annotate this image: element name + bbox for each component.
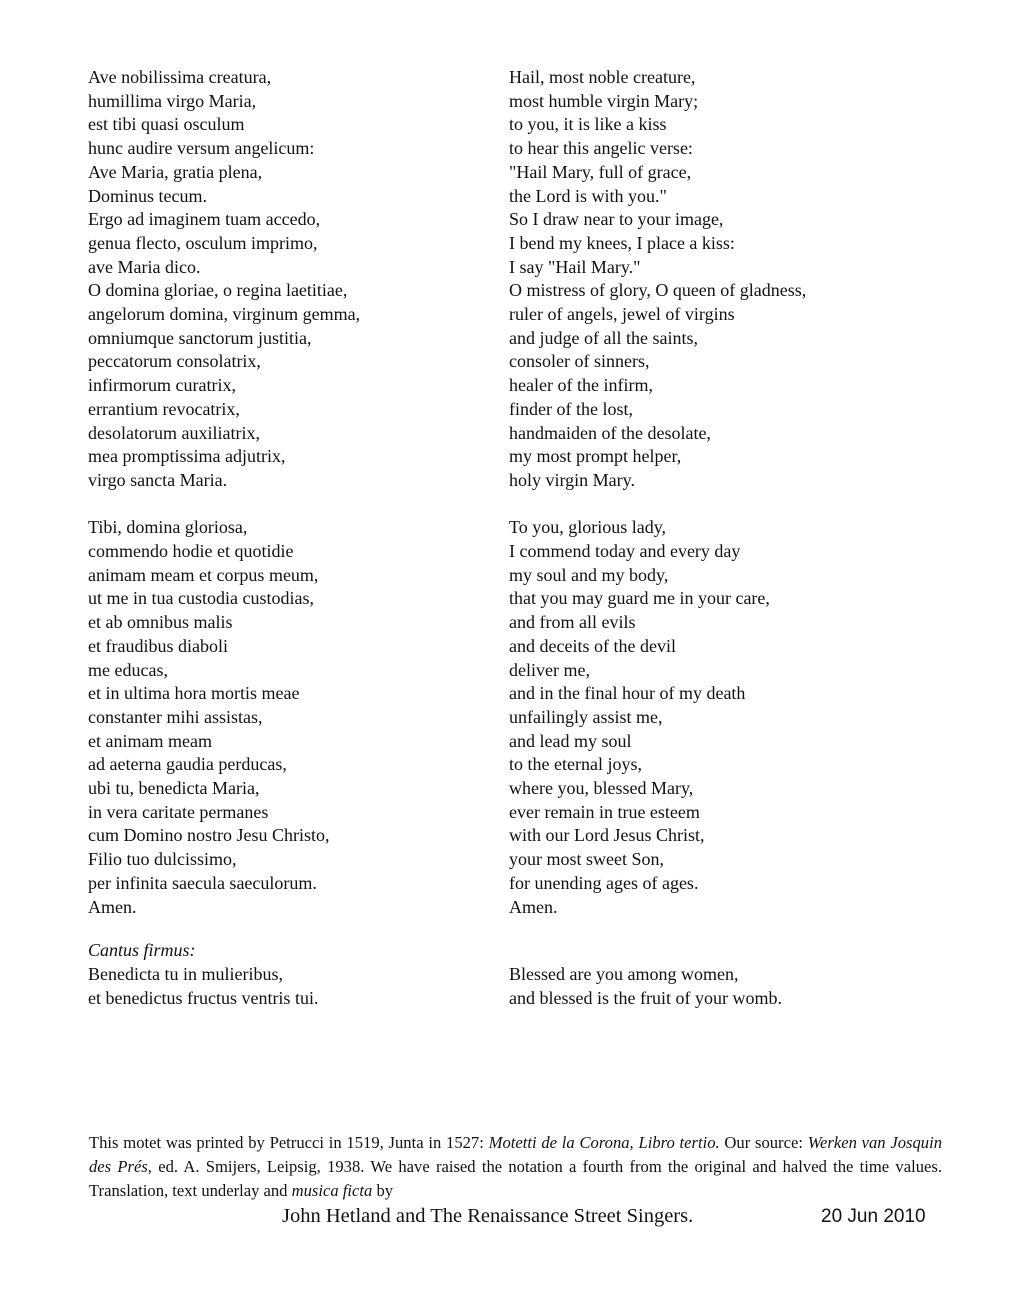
verse-line: mea promptissima adjutrix,: [88, 446, 286, 467]
verse-line: errantium revocatrix,: [88, 398, 240, 419]
verse-line: I commend today and every day: [509, 541, 741, 562]
english-cantus-lines: [509, 963, 929, 1010]
verse-line: Amen.: [509, 896, 558, 917]
verse-line: and lead my soul: [509, 730, 632, 751]
verse-line: in vera caritate permanes: [88, 801, 269, 822]
verse-line: desolatorum auxiliatrix,: [88, 422, 260, 443]
verse-line: the Lord is with you.": [509, 185, 667, 206]
verse-line: ut me in tua custodia custodias,: [88, 588, 314, 609]
english-stanza-2: [509, 516, 929, 919]
verse-line: O domina gloriae, o regina laetitiae,: [88, 280, 348, 301]
verse-line: I bend my knees, I place a kiss:: [509, 232, 735, 253]
verse-line: Hail, most noble creature,: [509, 67, 696, 87]
stanza-gap: [88, 493, 488, 517]
verse-line: et animam meam: [88, 730, 212, 751]
verse-line: your most sweet Son,: [509, 849, 664, 870]
cantus-label-spacer: [509, 939, 929, 963]
verse-line: for unending ages of ages.: [509, 872, 699, 893]
verse-line: to you, it is like a kiss: [509, 114, 667, 135]
verse-line: So I draw near to your image,: [509, 209, 724, 230]
verse-line: per infinita saecula saeculorum.: [88, 872, 317, 893]
note-musica-ficta-italic: musica ficta: [291, 1181, 373, 1200]
verse-line: "Hail Mary, full of grace,: [509, 161, 692, 182]
verse-line: et in ultima hora mortis meae: [88, 683, 300, 704]
verse-line: my soul and my body,: [509, 564, 669, 585]
verse-line: et ab omnibus malis: [88, 612, 233, 633]
verse-line: healer of the infirm,: [509, 375, 653, 396]
verse-line: angelorum domina, virginum gemma,: [88, 304, 361, 325]
verse-line: constanter mihi assistas,: [88, 706, 263, 727]
verse-line: that you may guard me in your care,: [509, 588, 770, 609]
verse-line: et fraudibus diaboli: [88, 635, 228, 656]
verse-line: ad aeterna gaudia perducas,: [88, 754, 287, 775]
latin-cantus-firmus: [88, 939, 488, 1010]
note-source-italic: Werken van Josquin des Prés,: [89, 1133, 943, 1176]
verse-line: to hear this angelic verse:: [509, 138, 693, 159]
verse-line: est tibi quasi osculum: [88, 114, 245, 135]
latin-cantus-lines: [88, 963, 488, 1010]
note-text-1: This motet was printed by Petrucci in 1519, Junta in 1527:: [89, 1133, 489, 1152]
cantus-firmus-label: Cantus firmus:: [88, 940, 196, 961]
note-text-3: ed. A. Smijers, Leipsig, 1938. We have raised the notation a fourth from the original and halved the time values. Translation, text underlay and: [89, 1157, 942, 1200]
verse-line: ever remain in true esteem: [509, 801, 700, 822]
verse-line: Benedicta tu in mulieribus,: [88, 964, 283, 984]
verse-line: my most prompt helper,: [509, 446, 682, 467]
latin-stanza-1: [88, 66, 488, 493]
verse-line: Dominus tecum.: [88, 185, 207, 206]
verse-line: deliver me,: [509, 659, 590, 680]
latin-stanza-2: [88, 516, 488, 919]
verse-line: unfailingly assist me,: [509, 706, 663, 727]
verse-line: humillima virgo Maria,: [88, 90, 257, 111]
verse-line: Ave nobilissima creatura,: [88, 67, 272, 87]
verse-line: infirmorum curatrix,: [88, 375, 236, 396]
verse-line: consoler of sinners,: [509, 351, 650, 372]
english-cantus-firmus: [509, 939, 929, 1010]
verse-line: where you, blessed Mary,: [509, 778, 694, 799]
credit-line: John Hetland and The Renaissance Street Singers.: [282, 1205, 694, 1227]
stanza-gap: [509, 493, 929, 517]
verse-line: Amen.: [88, 896, 137, 917]
verse-line: animam meam et corpus meum,: [88, 564, 319, 585]
note-text-2: Our source:: [719, 1133, 808, 1152]
verse-line: most humble virgin Mary;: [509, 90, 699, 111]
english-translation-column: [509, 66, 929, 1010]
verse-line: To you, glorious lady,: [509, 517, 667, 538]
verse-line: omniumque sanctorum justitia,: [88, 327, 312, 348]
source-note: [89, 1131, 942, 1203]
verse-line: virgo sancta Maria.: [88, 469, 228, 490]
verse-line: peccatorum consolatrix,: [88, 351, 261, 372]
verse-line: Filio tuo dulcissimo,: [88, 849, 237, 870]
verse-line: holy virgin Mary.: [509, 469, 635, 490]
verse-line: and blessed is the fruit of your womb.: [509, 987, 782, 1008]
verse-line: Ergo ad imaginem tuam accedo,: [88, 209, 321, 230]
verse-line: cum Domino nostro Jesu Christo,: [88, 825, 330, 846]
verse-line: genua flecto, osculum imprimo,: [88, 232, 318, 253]
verse-line: commendo hodie et quotidie: [88, 541, 294, 562]
verse-line: to the eternal joys,: [509, 754, 642, 775]
verse-line: ave Maria dico.: [88, 256, 201, 277]
verse-line: and from all evils: [509, 612, 636, 633]
verse-line: hunc audire versum angelicum:: [88, 138, 315, 159]
verse-line: and in the final hour of my death: [509, 683, 746, 704]
verse-line: and judge of all the saints,: [509, 327, 698, 348]
verse-line: Ave Maria, gratia plena,: [88, 161, 263, 182]
verse-line: Blessed are you among women,: [509, 963, 739, 984]
verse-line: with our Lord Jesus Christ,: [509, 825, 705, 846]
note-text-4: by: [372, 1181, 394, 1200]
verse-line: me educas,: [88, 659, 168, 680]
date-stamp: 20 Jun 2010: [821, 1206, 926, 1227]
verse-line: Tibi, domina gloriosa,: [88, 517, 248, 538]
verse-line: finder of the lost,: [509, 398, 633, 419]
english-stanza-1: [509, 66, 929, 493]
verse-line: O mistress of glory, O queen of gladness,: [509, 280, 807, 301]
verse-line: and deceits of the devil: [509, 635, 676, 656]
verse-line: ubi tu, benedicta Maria,: [88, 778, 260, 799]
note-title-italic: Motetti de la Corona, Libro tertio.: [488, 1133, 720, 1152]
verse-line: ruler of angels, jewel of virgins: [509, 304, 735, 325]
latin-text-column: [88, 66, 488, 1010]
verse-line: I say "Hail Mary.": [509, 256, 641, 277]
verse-line: handmaiden of the desolate,: [509, 422, 711, 443]
verse-line: et benedictus fructus ventris tui.: [88, 987, 319, 1008]
